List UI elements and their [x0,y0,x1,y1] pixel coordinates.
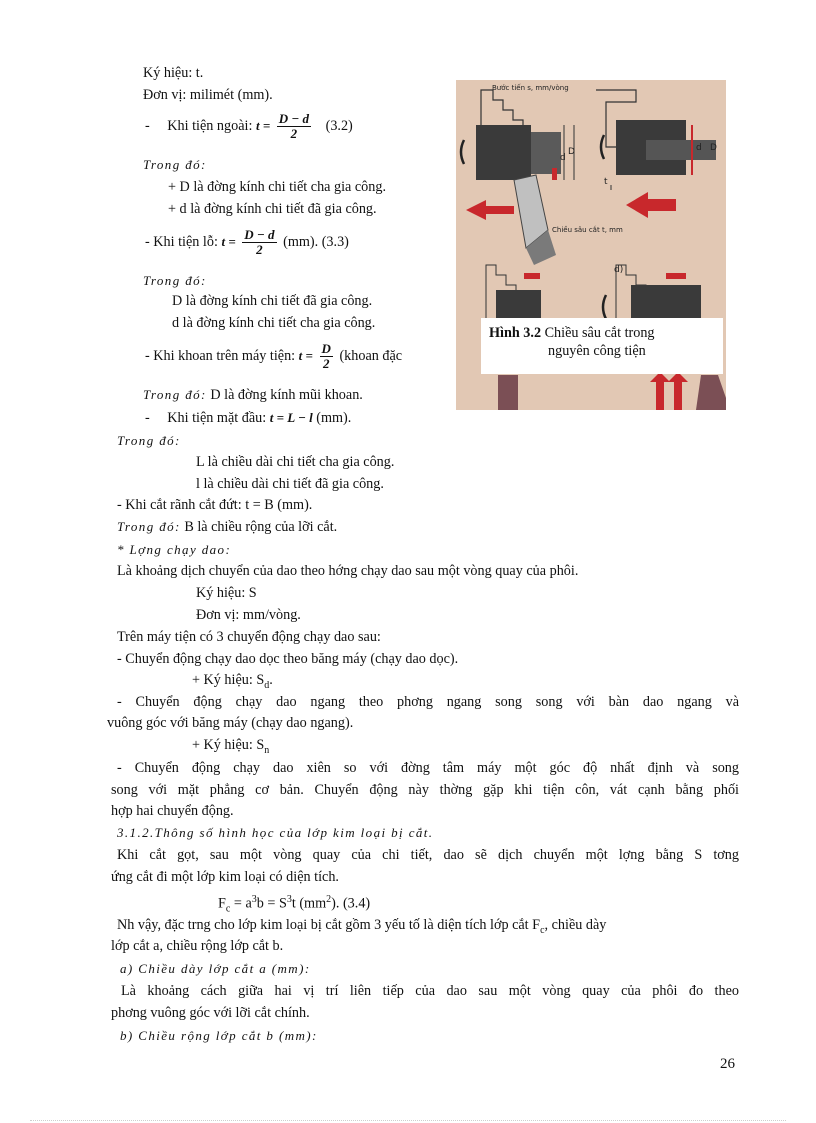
formula-lhs: t = [298,347,313,363]
text-line: Khi cắt gọt, sau một vòng quay của chi tiết, dao sẽ dịch chuyển một lợng bằng S tơng [117,847,739,863]
text-line: Là khoảng dịch chuyển của dao theo hớng chạy dao sau một vòng quay của phôi. [117,563,579,579]
text-line: + Ký hiệu: $S_d$. [192,672,273,691]
text-line: D là đờng kính chi tiết đã gia công. [172,293,373,309]
text-line: d là đờng kính chi tiết cha gia công. [172,315,376,331]
svg-text:Bước tiến s, mm/vòng: Bước tiến s, mm/vòng [492,84,569,92]
text-line: Là khoảng cách giữa hai vị trí liên tiếp của dao sau một vòng quay của phôi đo theo [121,983,739,999]
text-line: Đơn vị: mm/vòng. [196,607,301,623]
fraction: $\frac{D - d}{2}$ [278,111,310,141]
svg-text:Chiều sâu cắt t, mm: Chiều sâu cắt t, mm [552,226,623,234]
equation-ref: (khoan đặc [339,347,403,364]
text-line: Trong đó: [143,273,207,288]
text-line: - Khi cắt rãnh cắt đứt: t = B (mm). [117,497,313,513]
formula-line-3-2 [145,112,353,141]
formula-label: Khi tiện ngoài: [167,117,253,134]
text-line: phơng vuông góc với lỡi cắt chính. [111,1005,310,1021]
text-line: Trong đó: D là đờng kính mũi khoan. [143,387,363,403]
fraction: $\frac{D - d}{2}$ [244,227,275,257]
text-line: + D là đờng kính chi tiết cha gia công. [168,179,387,195]
text-line: ứng cắt đi một lớp kim loại có diện tích. [111,869,339,885]
equation-3-4: $F_c = a^3b = S^3t$ $(mm^2)$. (3.4) [218,894,371,915]
subsection-heading: b) Chiều rộng lớp cắt b (mm): [120,1028,318,1043]
svg-text:D: D [710,143,717,153]
formula-line-3-3 [145,228,349,257]
text-line: - Chuyển động chạy dao xiên so với đờng tâm máy một góc độ nhất định và song [117,760,739,776]
page-number: 26 [720,1056,735,1072]
text-line: Trên máy tiện có 3 chuyển động chạy dao sau: [117,629,381,645]
svg-text:D: D [568,147,575,157]
formula-label: - Khi khoan trên máy tiện: [145,347,296,364]
text-line: - Chuyển động chạy dao dọc theo băng máy (chạy dao dọc). [117,651,459,667]
text-line: + Ký hiệu: $S_n$ [192,737,270,756]
text-line: Trong đó: [117,433,181,448]
text-line: Nh vậy, đặc trng cho lớp kim loại bị cắt gồm 3 yếu tố là diện tích lớp cắt $F_c$, chiều dày [117,917,607,936]
svg-text:d: d [696,143,702,153]
page-border [30,1120,786,1121]
bullet-dash: - [145,117,150,134]
equation-ref: (3.2) [325,117,353,134]
text-line: Đơn vị: milimét (mm). [143,87,273,103]
svg-text:t: t [604,177,608,187]
text-line: lớp cắt a, chiều rộng lớp cắt b. [111,938,284,954]
equation-ref: (mm). (3.3) [283,233,349,250]
figure-caption-label: Hình 3.2 [489,325,542,341]
text-line: - Chuyển động chạy dao ngang theo phơng ngang song song với bàn dao ngang và [117,694,739,710]
section-heading: * Lợng chạy dao: [117,542,232,557]
text-line: song với mặt phẳng cơ bản. Chuyển động này thờng gặp khi tiện côn, vát cạnh bằng phối [111,782,739,798]
formula-label: - Khi tiện lỗ: [145,233,218,250]
text-line: Trong đó: [143,157,207,172]
text-line: Ký hiệu: S [196,585,257,601]
formula-lhs: t = [221,233,236,249]
figure-caption [481,318,723,374]
text-line: hợp hai chuyển động. [111,803,234,819]
fraction: $\frac{D}{2}$ [321,341,331,371]
text-line: L là chiều dài chi tiết cha gia công. [196,454,395,470]
text-line: l là chiều dài chi tiết đã gia công. [196,476,384,492]
formula-line-drilling [145,342,402,371]
figure-caption-line2: nguyên công tiện [548,343,646,359]
text-line: + d là đờng kính chi tiết đã gia công. [168,201,377,217]
svg-text:d): d) [614,265,624,275]
svg-text:d: d [560,153,566,163]
formula-line-facing: - Khi tiện mặt đầu: t = L − l (mm). [145,410,352,426]
text-line: Trong đó: B là chiều rộng của lỡi cắt. [117,519,338,535]
subsection-heading: a) Chiều dày lớp cắt a (mm): [120,961,311,976]
subsection-heading: 3.1.2.Thông số hình học của lớp kim loại bị cắt. [117,825,434,840]
text-line: Ký hiệu: t. [143,65,204,81]
figure-caption-line1: Chiều sâu cắt trong [544,325,655,341]
formula-lhs: t = [255,117,271,133]
text-line: vuông góc với băng máy (chạy dao ngang). [107,715,354,731]
